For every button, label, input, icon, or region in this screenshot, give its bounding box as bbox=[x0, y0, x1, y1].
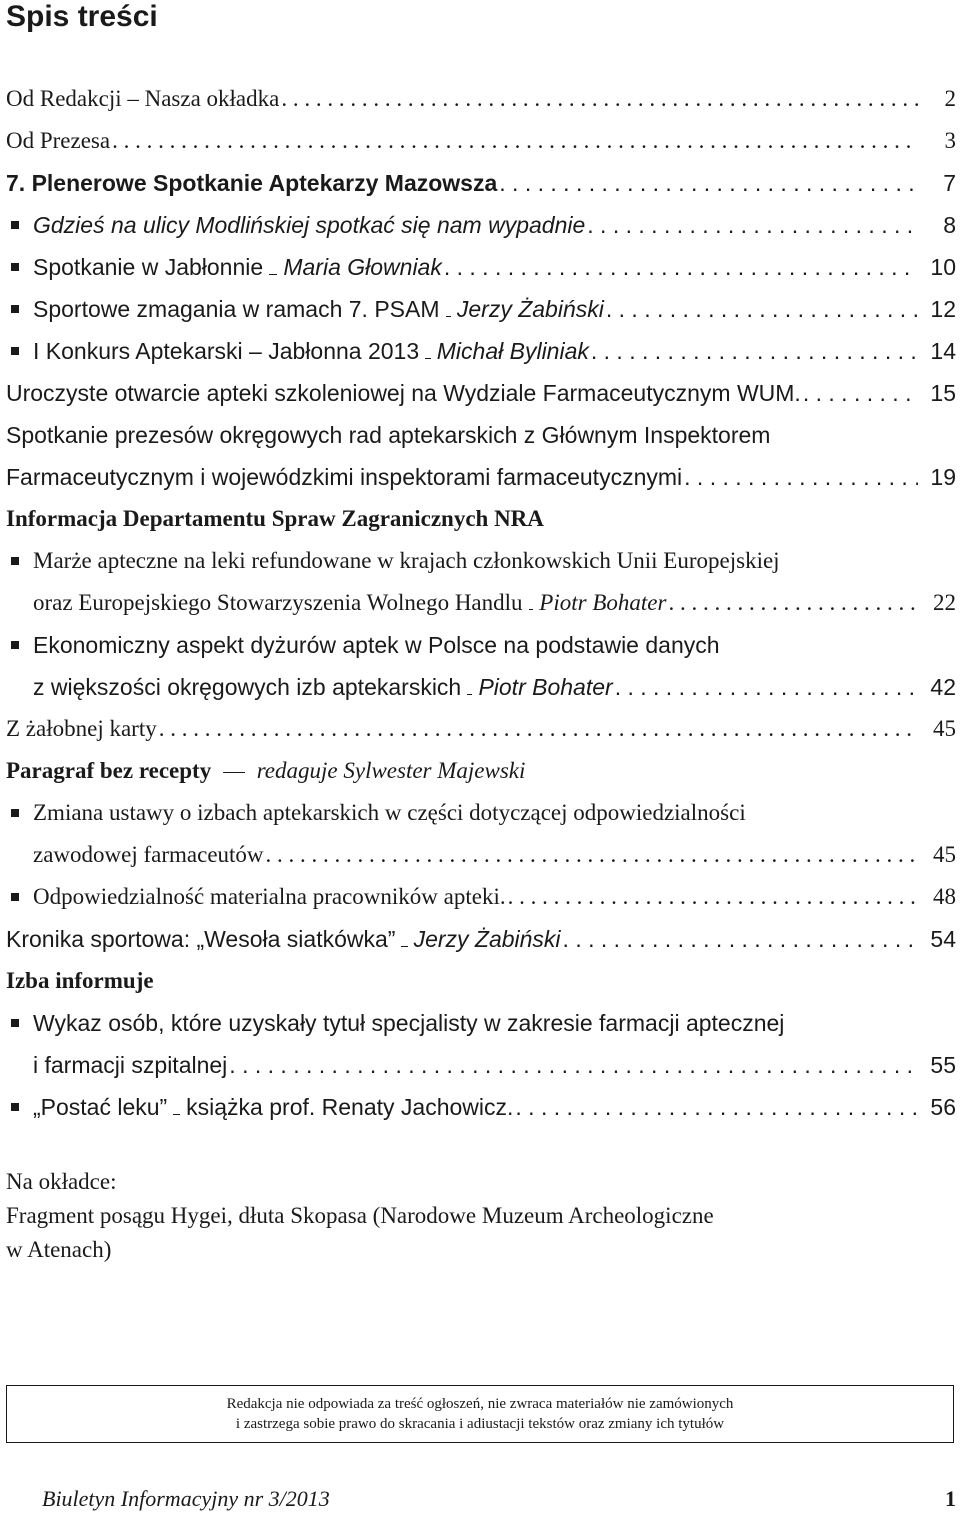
toc-page-number: 48 bbox=[933, 884, 956, 909]
dash-separator bbox=[446, 316, 451, 318]
bullet-icon bbox=[11, 809, 19, 817]
toc-entry[interactable] bbox=[6, 78, 960, 120]
dot-leader bbox=[589, 330, 918, 372]
toc-entry-author: Jerzy Żabiński bbox=[456, 296, 604, 322]
dot-leader bbox=[506, 876, 918, 918]
toc-page-number: 19 bbox=[930, 464, 956, 490]
dot-leader bbox=[604, 288, 918, 330]
dash-separator bbox=[401, 946, 407, 948]
toc-entry-title-line2: Farmaceutycznym i wojewódzkimi inspektorami farmaceutycznymi bbox=[6, 464, 683, 490]
dot-leader bbox=[801, 372, 918, 414]
toc-subentry[interactable] bbox=[6, 330, 960, 372]
toc-entry[interactable] bbox=[6, 414, 960, 498]
toc-entry-author: Maria Głowniak bbox=[283, 254, 442, 280]
toc-page-number: 3 bbox=[944, 128, 956, 153]
toc-entry-author: Piotr Bohater bbox=[478, 674, 613, 700]
toc-entry-title: Uroczyste otwarcie apteki szkoleniowej na Wydziale Farmaceutycznym WUM. bbox=[6, 380, 801, 406]
table-of-contents bbox=[6, 78, 960, 1128]
dash-separator bbox=[467, 694, 472, 696]
notice-line2: i zastrzega sobie prawo do skracania i adiustacji tekstów oraz zmiany ich tytułów bbox=[235, 1416, 725, 1432]
toc-entry-title-line2: oraz Europejskiego Stowarzyszenia Wolnego Handlu bbox=[33, 590, 523, 615]
toc-entry-title-line1: Ekonomiczny aspekt dyżurów aptek w Polsce na podstawie danych bbox=[33, 632, 720, 658]
toc-entry-title: Gdzieś na ulicy Modlińskiej spotkać się nam wypadnie bbox=[33, 212, 586, 238]
bullet-icon bbox=[11, 1019, 19, 1027]
toc-entry-title: Spotkanie w Jabłonnie bbox=[33, 254, 264, 280]
bullet-icon bbox=[11, 263, 19, 271]
toc-entry[interactable] bbox=[6, 918, 960, 960]
dot-leader bbox=[666, 582, 918, 624]
bullet-icon bbox=[11, 221, 19, 229]
footer-publication: Biuletyn Informacyjny nr 3/2013 bbox=[42, 1486, 330, 1511]
toc-entry-title: I Konkurs Aptekarski – Jabłonna 2013 bbox=[33, 338, 420, 364]
toc-entry-title-line1: Zmiana ustawy o izbach aptekarskich w części dotyczącej odpowiedzialności bbox=[33, 800, 746, 825]
toc-section-editor: redaguje Sylwester Majewski bbox=[256, 758, 526, 783]
toc-entry-title-line2: z większości okręgowych izb aptekarskich bbox=[33, 674, 462, 700]
cover-description-line2: w Atenach) bbox=[6, 1237, 112, 1262]
toc-section-title: Paragraf bez recepty bbox=[6, 758, 212, 783]
dot-leader bbox=[227, 1044, 918, 1086]
toc-page-number: 10 bbox=[930, 254, 956, 280]
dash-separator bbox=[223, 772, 245, 774]
toc-entry-title-line1: Spotkanie prezesów okręgowych rad aptekarskich z Głównym Inspektorem bbox=[6, 422, 771, 448]
cover-description-line1: Fragment posągu Hygei, dłuta Skopasa (Narodowe Muzeum Archeologiczne bbox=[6, 1203, 714, 1228]
cover-caption bbox=[6, 1165, 714, 1267]
toc-section-heading[interactable] bbox=[6, 750, 960, 792]
toc-entry-title: Z żałobnej karty bbox=[6, 716, 157, 741]
dash-separator bbox=[173, 1114, 180, 1116]
toc-entry-title: „Postać leku” bbox=[33, 1094, 168, 1120]
bullet-icon bbox=[11, 557, 19, 565]
dash-separator bbox=[529, 609, 534, 611]
toc-subentry[interactable] bbox=[6, 792, 960, 876]
cover-label: Na okładce: bbox=[6, 1169, 117, 1194]
dot-leader bbox=[613, 666, 918, 708]
toc-page-number: 14 bbox=[930, 338, 956, 364]
toc-subentry[interactable] bbox=[6, 876, 960, 918]
toc-entry-title: Odpowiedzialność materialna pracowników apteki. bbox=[33, 884, 506, 909]
toc-entry-title: 7. Plenerowe Spotkanie Aptekarzy Mazowsza bbox=[6, 170, 498, 196]
toc-page-number: 55 bbox=[930, 1052, 956, 1078]
dot-leader bbox=[442, 246, 918, 288]
editorial-notice-box bbox=[6, 1385, 954, 1443]
toc-page-number: 12 bbox=[930, 296, 956, 322]
toc-entry-title-line1: Wykaz osób, które uzyskały tytuł specjalisty w zakresie farmacji aptecznej bbox=[33, 1010, 785, 1036]
toc-page-number: 54 bbox=[930, 926, 956, 952]
toc-page-number: 22 bbox=[933, 590, 956, 615]
toc-subentry[interactable] bbox=[6, 540, 960, 624]
toc-entry[interactable] bbox=[6, 162, 960, 204]
dot-leader bbox=[157, 708, 918, 750]
dash-separator bbox=[425, 358, 431, 360]
bullet-icon bbox=[11, 347, 19, 355]
toc-page-number: 8 bbox=[943, 212, 956, 238]
notice-line1: Redakcja nie odpowiada za treść ogłoszeń, nie zwraca materiałów nie zamówionych bbox=[226, 1396, 734, 1412]
toc-entry[interactable] bbox=[6, 372, 960, 414]
dot-leader bbox=[585, 204, 918, 246]
toc-entry-title-line2: zawodowej farmaceutów bbox=[33, 842, 264, 867]
toc-subentry[interactable] bbox=[6, 204, 960, 246]
bullet-icon bbox=[11, 641, 19, 649]
toc-page-number: 7 bbox=[943, 170, 956, 196]
toc-entry-title-line1: Marże apteczne na leki refundowane w krajach członkowskich Unii Europejskiej bbox=[33, 548, 780, 573]
dot-leader bbox=[110, 120, 918, 162]
toc-entry-title: Sportowe zmagania w ramach 7. PSAM bbox=[33, 296, 440, 322]
toc-subentry[interactable] bbox=[6, 1002, 960, 1086]
bullet-icon bbox=[11, 1103, 19, 1111]
toc-page-number: 45 bbox=[933, 842, 956, 867]
toc-entry-title: Od Prezesa bbox=[6, 128, 111, 153]
bullet-icon bbox=[11, 893, 19, 901]
dash-separator bbox=[269, 274, 277, 276]
toc-entry-author: Piotr Bohater bbox=[539, 590, 667, 615]
toc-entry-title: Kronika sportowa: „Wesoła siatkówka” bbox=[6, 926, 396, 952]
dot-leader bbox=[682, 456, 918, 498]
footer-page-number: 1 bbox=[945, 1486, 956, 1511]
dot-leader bbox=[264, 834, 918, 876]
toc-entry-author: Jerzy Żabiński bbox=[413, 926, 561, 952]
toc-entry-subtitle: książka prof. Renaty Jachowicz. bbox=[186, 1094, 514, 1120]
dot-leader bbox=[561, 918, 918, 960]
toc-subentry[interactable] bbox=[6, 624, 960, 708]
page-title: Spis treści bbox=[6, 0, 158, 33]
toc-subentry[interactable] bbox=[6, 288, 960, 330]
toc-entry[interactable] bbox=[6, 708, 960, 750]
toc-page-number: 15 bbox=[930, 380, 956, 406]
toc-entry-title: Od Redakcji – Nasza okładka bbox=[6, 86, 280, 111]
toc-section-heading[interactable]: Izba informuje bbox=[6, 968, 154, 993]
toc-entry-title-line2: i farmacji szpitalnej bbox=[33, 1052, 228, 1078]
toc-page-number: 42 bbox=[930, 674, 956, 700]
bullet-icon bbox=[11, 305, 19, 313]
toc-page-number: 45 bbox=[933, 716, 956, 741]
toc-entry[interactable] bbox=[6, 120, 960, 162]
toc-page-number: 56 bbox=[930, 1094, 956, 1120]
dot-leader bbox=[513, 1086, 918, 1128]
toc-section-heading[interactable]: Informacja Departamentu Spraw Zagranicznych NRA bbox=[6, 506, 544, 531]
toc-subentry[interactable] bbox=[6, 246, 960, 288]
dot-leader bbox=[279, 78, 918, 120]
toc-subentry[interactable] bbox=[6, 1086, 960, 1128]
dot-leader bbox=[497, 162, 918, 204]
toc-page-number: 2 bbox=[944, 86, 956, 111]
toc-entry-author: Michał Byliniak bbox=[436, 338, 589, 364]
